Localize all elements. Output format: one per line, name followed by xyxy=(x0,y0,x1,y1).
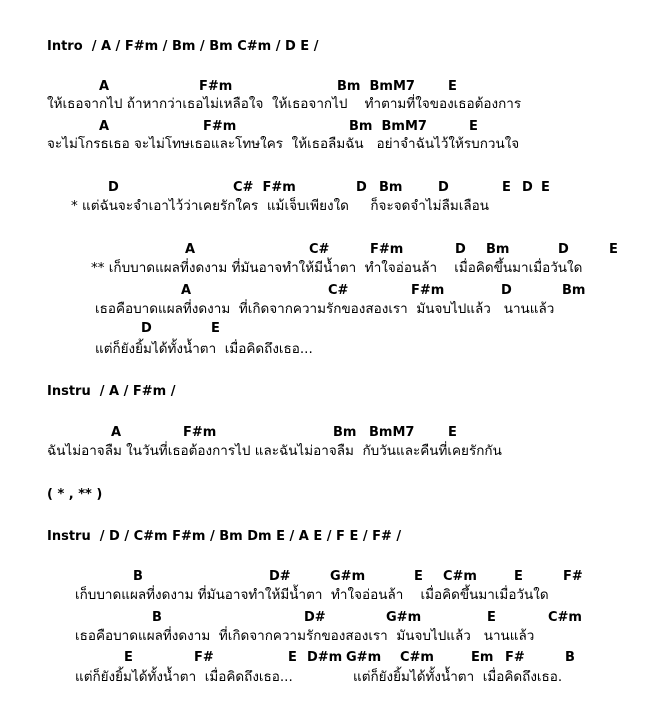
chord: C# xyxy=(309,242,330,257)
chord: A xyxy=(185,242,196,257)
lyric-line: เก็บบาดแผลที่งดงาม ที่มันอาจทำให้มีน้ำตา ทำใจอ่อนล้า เมื่อคิดขึ้นมาเมื่อวันใด xyxy=(75,587,549,603)
chord: BmM7 xyxy=(369,425,415,440)
chord: E xyxy=(541,180,550,195)
chord: Bm xyxy=(562,283,586,298)
chord: F#m xyxy=(411,283,445,298)
chord: E xyxy=(448,79,457,94)
chord: F#m xyxy=(199,79,233,94)
chord: E xyxy=(288,650,297,665)
chord: A xyxy=(111,425,122,440)
lyric-line: ฉันไม่อาจลืม ในวันที่เธอต้องการไป และฉันไม่อาจลืม กับวันและคืนที่เคยรักกัน xyxy=(47,443,502,459)
lyric-line: ** เก็บบาดแผลที่งดงาม ที่มันอาจทำให้มีน้ำตา ทำใจอ่อนล้า เมื่อคิดขึ้นมาเมื่อวันใด xyxy=(91,260,583,276)
chord: A xyxy=(99,79,110,94)
lyric-line: แต่ก็ยังยิ้มได้ทั้งน้ำตา เมื่อคิดถึงเธอ... xyxy=(95,341,313,357)
chord: E xyxy=(448,425,457,440)
chord: B xyxy=(565,650,575,665)
chord: G#m xyxy=(346,650,382,665)
lyric-line: เธอคือบาดแผลที่งดงาม ที่เกิดจากความรักของสองเรา มันจบไปแล้ว นานแล้ว xyxy=(95,301,555,317)
chord: Bm xyxy=(486,242,510,257)
chord: D xyxy=(438,180,449,195)
lyric-line: เธอคือบาดแผลที่งดงาม ที่เกิดจากความรักของสองเรา มันจบไปแล้ว นานแล้ว xyxy=(75,628,535,644)
chord: Bm xyxy=(379,180,403,195)
chord: D xyxy=(522,180,533,195)
chord: D#m xyxy=(307,650,343,665)
chord: E xyxy=(211,321,220,336)
chord: Bm BmM7 xyxy=(337,79,415,94)
chord: F# xyxy=(194,650,214,665)
chord: E xyxy=(502,180,511,195)
lyric-line: แต่ก็ยังยิ้มได้ทั้งน้ำตา เมื่อคิดถึงเธอ... xyxy=(75,669,293,685)
chord: E xyxy=(124,650,133,665)
chord: D# xyxy=(304,610,326,625)
chord: F# xyxy=(563,569,583,584)
chord: D xyxy=(455,242,466,257)
chord: E xyxy=(469,119,478,134)
chord: C#m xyxy=(443,569,477,584)
chord: E xyxy=(487,610,496,625)
repeat-marker: ( * , ** ) xyxy=(47,487,103,502)
chord: C#m xyxy=(548,610,582,625)
chord: G#m xyxy=(386,610,422,625)
chord: D xyxy=(501,283,512,298)
chord: G#m xyxy=(330,569,366,584)
chord: F#m xyxy=(370,242,404,257)
chord: E xyxy=(514,569,523,584)
chord: B xyxy=(152,610,162,625)
chord: F# xyxy=(505,650,525,665)
lyric-line: จะไม่โกรธเธอ จะไม่โทษเธอและโทษใคร ให้เธอลืมฉัน อย่าจำฉันไว้ให้รบกวนใจ xyxy=(47,136,520,152)
chord: C#m xyxy=(400,650,434,665)
instru-heading: Instru / A / F#m / xyxy=(47,384,176,399)
chord: E xyxy=(414,569,423,584)
chord: E xyxy=(609,242,618,257)
lyric-line: ให้เธอจากไป ถ้าหากว่าเธอไม่เหลือใจ ให้เธอจากไป ทำตามที่ใจของเธอต้องการ xyxy=(47,96,522,112)
intro-heading: Intro / A / F#m / Bm / Bm C#m / D E / xyxy=(47,39,319,54)
chord: F#m xyxy=(203,119,237,134)
chord: Bm BmM7 xyxy=(349,119,427,134)
chord: D xyxy=(141,321,152,336)
chord: D xyxy=(558,242,569,257)
lyric-line: แต่ก็ยังยิ้มได้ทั้งน้ำตา เมื่อคิดถึงเธอ. xyxy=(353,669,563,685)
lyric-line: * แต่ฉันจะจำเอาไว้ว่าเคยรักใคร แม้เจ็บเพียงใด ก็จะจดจำไม่ลืมเลือน xyxy=(71,198,489,214)
chord: B xyxy=(133,569,143,584)
chord: A xyxy=(181,283,192,298)
chord: D xyxy=(108,180,119,195)
chord: D# xyxy=(269,569,291,584)
instru-heading: Instru / D / C#m F#m / Bm Dm E / A E / F E / F# / xyxy=(47,529,402,544)
chord: C# xyxy=(328,283,349,298)
chord: Bm xyxy=(333,425,357,440)
chord: F#m xyxy=(183,425,217,440)
chord: D xyxy=(356,180,367,195)
chord: A xyxy=(99,119,110,134)
chord: Em xyxy=(471,650,494,665)
chord: C# F#m xyxy=(233,180,296,195)
